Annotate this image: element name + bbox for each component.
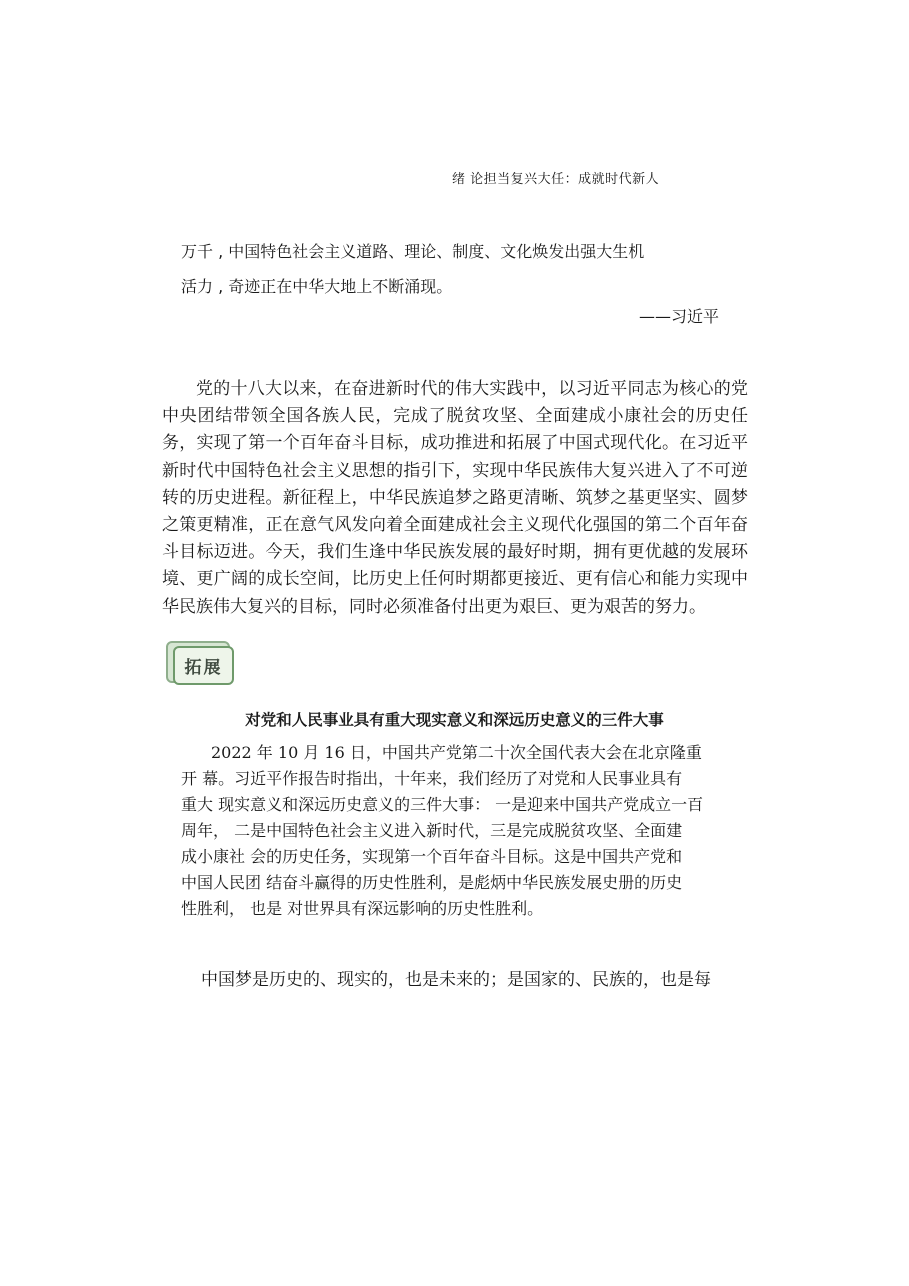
quote-line: 活力 , 奇迹正在中华大地上不断涌现。: [181, 277, 453, 296]
quote-author: ——习近平: [638, 307, 719, 326]
quote-line: 万千 , 中国特色社会主义道路、理论、制度、文化焕发出强大生机: [181, 242, 645, 261]
extension-title: 对党和人民事业具有重大现实意义和深远历史意义的三件大事: [245, 710, 664, 729]
extension-line: 成小康社 会的历史任务，实现第一个百年奋斗目标。这是中国共产党和: [181, 847, 683, 866]
badge-label: 拓展: [173, 646, 234, 685]
closing-paragraph: 中国梦是历史的、现实的，也是未来的；是国家的、民族的，也是每: [201, 970, 711, 990]
extension-line: 性胜利， 也是 对世界具有深远影响的历史性胜利。: [181, 899, 544, 918]
extension-line: 开 幕。习近平作报告时指出，十年来，我们经历了对党和人民事业具有: [181, 769, 683, 788]
running-header: 绪 论担当复兴大任：成就时代新人: [452, 172, 660, 187]
extension-line: 重大 现实意义和深远历史意义的三件大事： 一是迎来中国共产党成立一百: [181, 795, 704, 814]
extension-paragraph: [181, 740, 731, 922]
main-paragraph: 党的十八大以来，在奋进新时代的伟大实践中，以习近平同志为核心的党中央团结带领全国各族人民，完成了脱贫攻坚、全面建成小康社会的历史任务，实现了第一个百年奋斗目标，成功推进和拓展了中国式现代化。在习近平新时代中国特色社会主义思想的指引下，实现中华民族伟大复兴进入了不可逆转的历史进程。新征程上，中华民族追梦之路更清晰、筑梦之基更坚实、圆梦之策更精准，正在意气风发向着全面建成社会主义现代化强国的第二个百年奋斗目标迈进。今天，我们生逢中华民族发展的最好时期，拥有更优越的发展环境、更广阔的成长空间，比历史上任何时期都更接近、更有信心和能力实现中华民族伟大复兴的目标，同时必须准备付出更为艰巨、更为艰苦的努力。: [162, 379, 748, 617]
extension-line: 2022 年 10 月 16 日，中国共产党第二十次全国代表大会在北京隆重: [211, 743, 702, 762]
extension-badge: [166, 641, 234, 685]
extension-line: 中国人民团 结奋斗赢得的历史性胜利，是彪炳中华民族发展史册的历史: [181, 873, 683, 892]
extension-line: 周年， 二是中国特色社会主义进入新时代，三是完成脱贫攻坚、全面建: [181, 821, 683, 840]
